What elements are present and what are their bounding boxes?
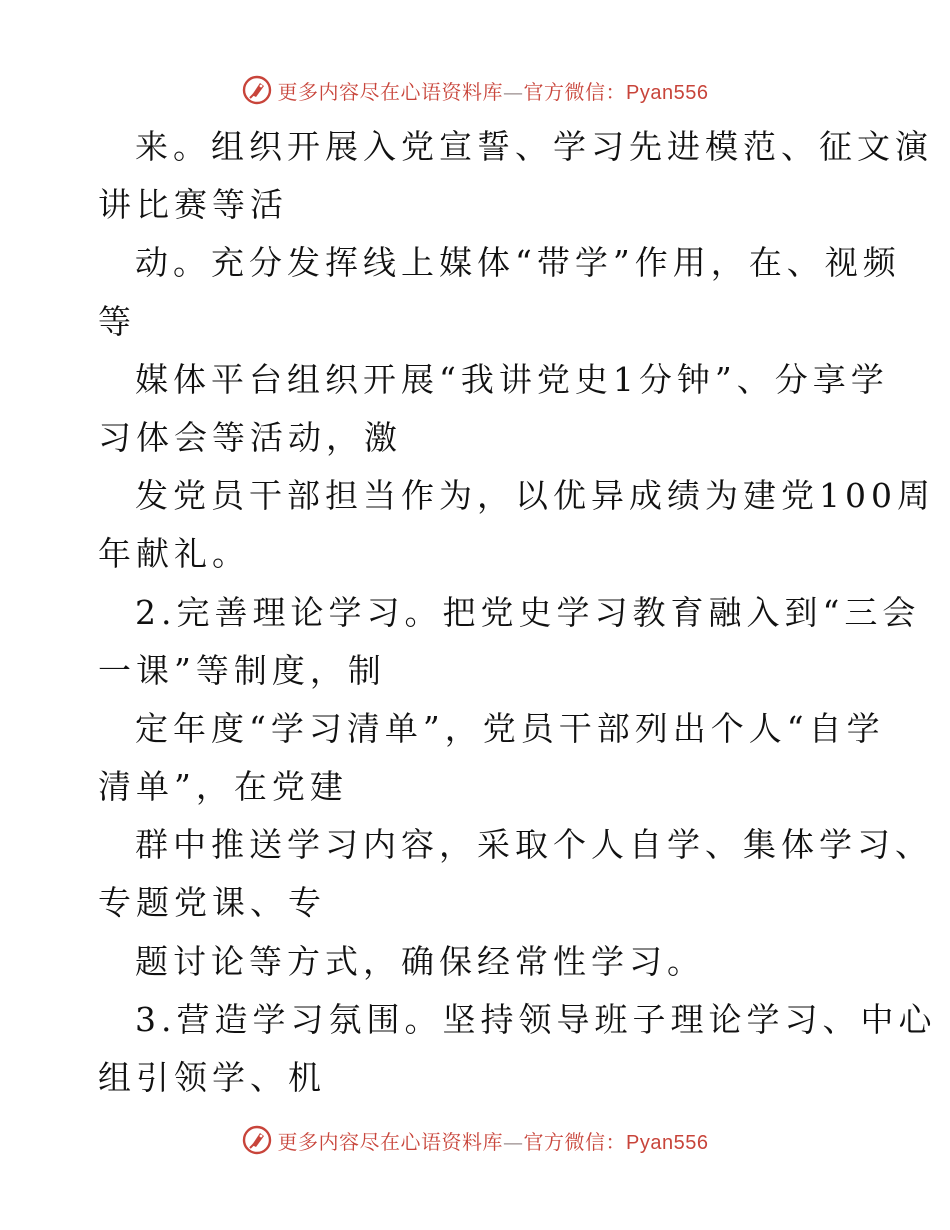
text-line: 发党员干部担当作为，以优异成绩为建党100周 bbox=[135, 476, 935, 516]
watermark-wechat-label: 官方微信： bbox=[523, 79, 627, 104]
text-line: 定年度“学习清单”，党员干部列出个人“自学 bbox=[135, 708, 885, 748]
watermark-wechat-label: 官方微信： bbox=[523, 1129, 627, 1154]
text-line: 动。充分发挥线上媒体“带学”作用，在、视频 bbox=[135, 243, 901, 283]
text-line: 题讨论等方式，确保经常性学习。 bbox=[135, 941, 705, 981]
header-watermark bbox=[0, 70, 950, 110]
text-line: 群中推送学习内容，采取个人自学、集体学习、 bbox=[135, 825, 933, 865]
watermark-wechat-handle: Pyan556 bbox=[626, 81, 709, 104]
watermark-text bbox=[278, 1126, 709, 1155]
pen-nib-circle-icon bbox=[242, 75, 272, 105]
watermark-text bbox=[278, 76, 709, 105]
watermark-site: 更多内容尽在心语资料库 bbox=[277, 1129, 504, 1154]
text-line: 一课”等制度，制 bbox=[98, 650, 386, 690]
text-line: 专题党课、专 bbox=[98, 883, 326, 923]
text-line: 讲比赛等活 bbox=[98, 185, 288, 225]
footer-watermark bbox=[0, 1120, 950, 1160]
text-line: 来。组织开展入党宣誓、学习先进模范、征文演 bbox=[135, 127, 933, 166]
document-body bbox=[98, 118, 937, 1107]
text-line: 3.营造学习氛围。坚持领导班子理论学习、中心 bbox=[135, 999, 937, 1039]
text-line: 组引领学、机 bbox=[98, 1058, 326, 1097]
text-line: 年献礼。 bbox=[98, 534, 250, 574]
text-line: 媒体平台组织开展“我讲党史1分钟”、分享学 bbox=[135, 359, 889, 399]
watermark-dash: — bbox=[503, 79, 524, 104]
watermark-wechat-handle: Pyan556 bbox=[626, 1131, 709, 1154]
text-line: 习体会等活动，激 bbox=[98, 417, 402, 457]
watermark-dash: — bbox=[503, 1129, 524, 1154]
pen-nib-circle-icon bbox=[242, 1125, 272, 1155]
text-line: 等 bbox=[98, 301, 136, 341]
text-line: 2.完善理论学习。把党史学习教育融入到“三会 bbox=[135, 592, 921, 632]
text-line: 清单”，在党建 bbox=[98, 767, 348, 807]
watermark-site: 更多内容尽在心语资料库 bbox=[277, 79, 504, 104]
